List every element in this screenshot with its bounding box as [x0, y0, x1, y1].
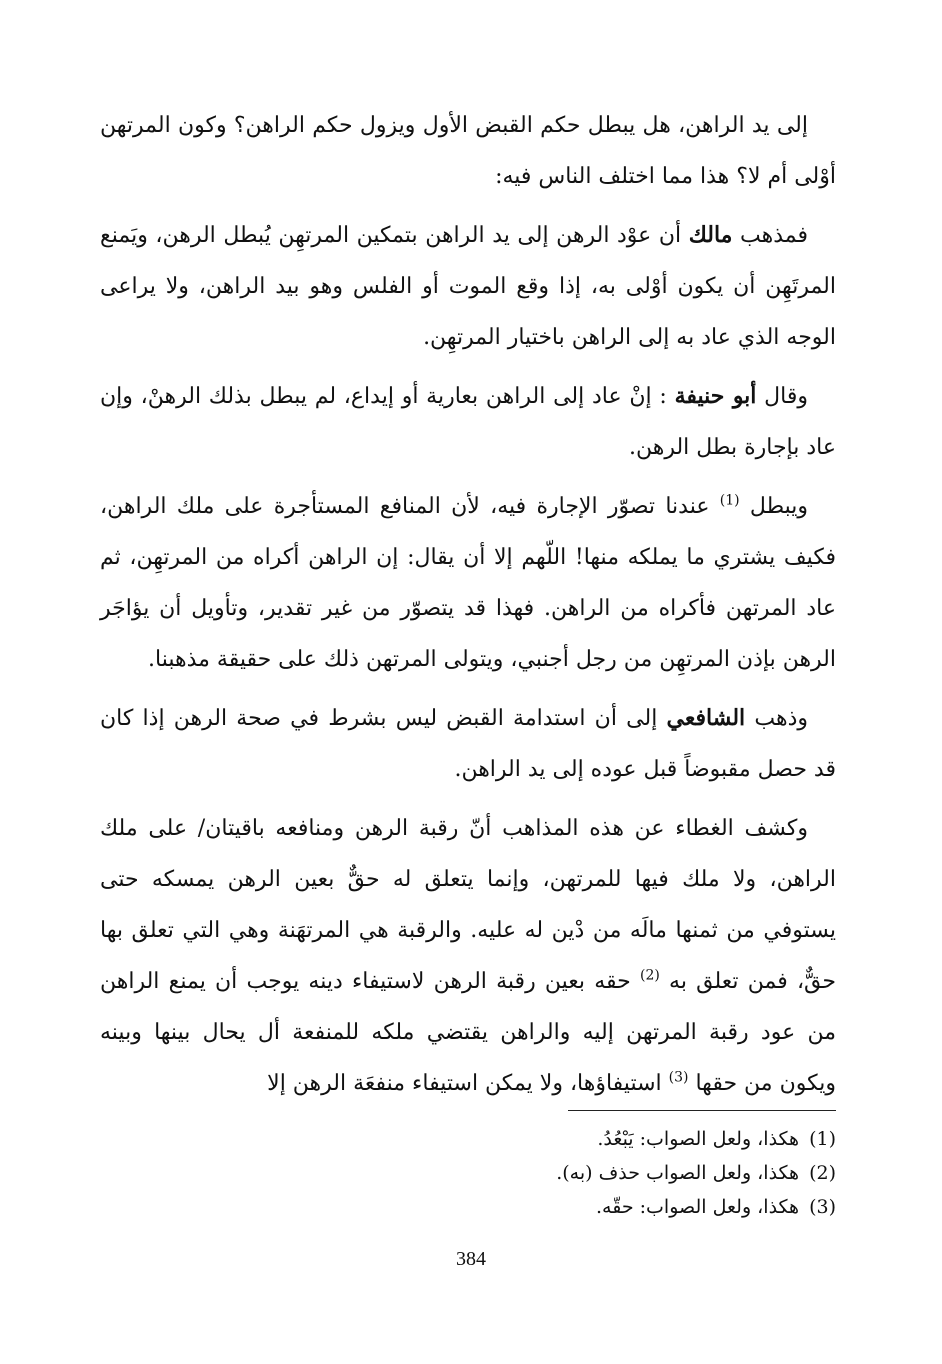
footnote-1-number: (1) [809, 1128, 836, 1150]
footnote-2-number: (2) [809, 1162, 836, 1184]
footnote-1 [336, 1122, 836, 1156]
paragraph-4-text: ويبطل $^{(1)}$ عندنا تصوّر الإجارة فيه، لأن المنافع المستأجرة على ملك الراهن، فكيف يشتري ما يملكه منها! اللّهم إلا أن يقال: إن الراهن أكراه من المرتهِن، ثم عاد المرتهن فأكراه من الراهن. فهذا قد يتصوّر من غير تقدير، وتأويل أن يؤاجَر الرهن بإذن المرتهِن من رجل أجنبي، ويتولى المرتهن ذلك على حقيقة مذهبنا. [100, 492, 836, 672]
footnote-1-text: هكذا، ولعل الصواب: يَبْعُدُ. [597, 1128, 800, 1150]
footnote-separator [568, 1110, 836, 1111]
paragraph-6-text: وكشف الغطاء عن هذه المذاهب أنّ رقبة الرهن ومنافعه باقيتان/ على ملك الراهن، ولا ملك فيها للمرتهن، وإنما يتعلق له حقٌّ بعين الرهن يمسكه حتى يستوفي من ثمنها مالَه من دْين له عليه. والرقبة هي المرتهَنة وهي التي تعلق بها حقٌّ، فمن تعلق به $^{(2)}$ حقه بعين رقبة الرهن لاستيفاء دينه يوجب أن يمنع الراهن من عود رقبة المرتهن إليه والراهن يقتضي ملكه للمنفعة أل يحال بينها وبينه ويكون من حقها $^{(3)}$ استيفاؤها، ولا يمكن استيفاء منفعَة الرهن إلا [100, 816, 836, 1096]
paragraph-2-text: فمذهب مالك أن عوْد الرهن إلى يد الراهن بتمكين المرتهِن يُبطل الرهن، ويَمنع المرتَهِن أن يكون أوْلى به، إذا وقع الموت أو الفلس وهو بيد الراهن، ولا يراعى الوجه الذي عاد به إلى الراهن باختيار المرتهِن. [100, 222, 836, 350]
footnotes [336, 1122, 836, 1224]
footnote-marker-2: (2) [639, 967, 660, 984]
paragraph-2 [100, 210, 836, 363]
paragraph-4 [100, 481, 836, 685]
paragraph-5 [100, 693, 836, 795]
paragraph-5-text: وذهب الشافعي إلى أن استدامة القبض ليس بشرط في صحة الرهن إذا كان قد حصل مقبوضاً قبل عوده إلى يد الراهن. [100, 705, 836, 782]
paragraph-6 [100, 803, 836, 1109]
footnote-2-text: هكذا، ولعل الصواب حذف (به). [556, 1162, 800, 1184]
footnote-3-text: هكذا، ولعل الصواب: حقّه. [596, 1196, 800, 1218]
footnote-marker-3: (3) [668, 1069, 689, 1086]
footnote-3 [336, 1190, 836, 1224]
footnote-marker-1: (1) [719, 492, 740, 509]
scholar-name-abu-hanifa: أبو حنيفة [674, 383, 757, 409]
paragraph-3 [100, 371, 836, 473]
paragraph-1: إلى يد الراهن، هل يبطل حكم القبض الأول ويزول حكم الراهن؟ وكون المرتهن أوْلى أم لا؟ هذا مما اختلف الناس فيه: [100, 113, 836, 189]
page-number: 384 [456, 1248, 486, 1270]
main-text [100, 100, 836, 1117]
scholar-name-shafii: الشافعي [666, 705, 746, 731]
footnote-2 [336, 1156, 836, 1190]
paragraph-3-text: وقال أبو حنيفة : إنْ عاد إلى الراهن بعارية أو إيداع، لم يبطل بذلك الرهنْ، وإن عاد بإجارة بطل الرهن. [100, 383, 836, 460]
footnote-3-number: (3) [809, 1196, 836, 1218]
scholar-name-malik: مالك [688, 222, 733, 248]
